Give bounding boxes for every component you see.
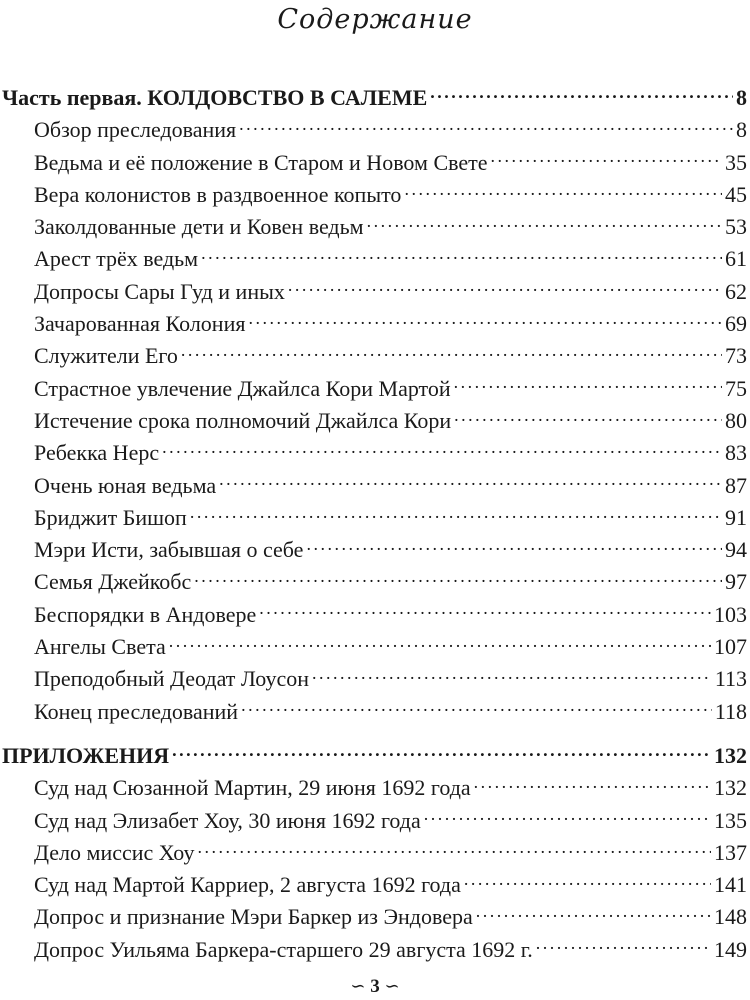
toc-entry-label: Мэри Исти, забывшая о себе (34, 537, 304, 563)
toc-leader-dots (194, 567, 722, 589)
toc-entry-page: 80 (725, 407, 747, 433)
toc-entry-page: 73 (725, 343, 747, 369)
toc-entry-page: 137 (714, 839, 747, 865)
toc-entry[interactable] (0, 179, 750, 211)
toc-leader-dots (172, 741, 711, 763)
toc-entry-label: Заколдованные дети и Ковен ведьм (34, 214, 364, 240)
toc-leader-dots (454, 406, 722, 428)
toc-entry-label: Страстное увлечение Джайлса Кори Мартой (34, 375, 451, 401)
toc-entry-label: Преподобный Деодат Лоусон (34, 666, 309, 692)
toc-entry[interactable] (0, 437, 750, 469)
toc-entry-page: 61 (725, 246, 747, 272)
toc-leader-dots (312, 664, 712, 686)
toc-entry[interactable] (0, 599, 750, 631)
toc-entry[interactable] (0, 373, 750, 405)
toc-entry-label: Дело миссис Хоу (34, 839, 195, 865)
toc-entry-label: Суд над Сюзанной Мартин, 29 июня 1692 года (34, 775, 471, 801)
toc-entry[interactable] (0, 147, 750, 179)
toc-leader-dots (201, 244, 722, 266)
toc-entry-page: 87 (725, 472, 747, 498)
toc-leader-dots (536, 935, 711, 957)
toc-leader-dots (464, 870, 711, 892)
toc-entry-label: Вера колонистов в раздвоенное копыто (34, 181, 402, 207)
toc-entry[interactable] (0, 502, 750, 534)
toc-entry-label: Зачарованная Колония (34, 311, 246, 337)
toc-section-label: Часть первая. КОЛДОВСТВО В САЛЕМЕ (2, 85, 428, 110)
toc-entry[interactable] (0, 534, 750, 566)
toc-entry[interactable] (0, 276, 750, 308)
toc-entry-page: 103 (714, 601, 747, 627)
toc-entry-label: Очень юная ведьма (34, 472, 217, 498)
toc-entry-page: 132 (714, 775, 747, 801)
toc-leader-dots (430, 83, 733, 105)
toc-entry-label: Допросы Сары Гуд и иных (34, 278, 285, 304)
toc-leader-dots (288, 277, 722, 299)
toc-entry-page: 118 (714, 698, 747, 724)
toc-leader-dots (476, 902, 711, 924)
toc-entry-label: Обзор преследования (34, 117, 237, 143)
toc-entry[interactable] (0, 405, 750, 437)
toc-entry-page: 107 (714, 634, 747, 660)
toc-leader-dots (219, 471, 722, 493)
toc-entry-page: 149 (714, 936, 747, 962)
toc-entry[interactable] (0, 663, 750, 695)
toc-section-page: 8 (736, 85, 747, 110)
toc-entry-page: 97 (725, 569, 747, 595)
toc-entry-page: 53 (725, 214, 747, 240)
toc-entry-label: Допрос Уильяма Баркера-старшего 29 августа 1692 г. (34, 936, 533, 962)
toc-section-label: ПРИЛОЖЕНИЯ (2, 742, 170, 768)
toc-entry[interactable] (0, 772, 750, 804)
toc-leader-dots (367, 212, 722, 234)
toc-entry[interactable] (0, 837, 750, 869)
toc-leader-dots (404, 180, 722, 202)
toc-entry[interactable] (0, 934, 750, 966)
toc-entry[interactable] (0, 696, 750, 728)
toc-entry-page: 75 (725, 375, 747, 401)
toc-entry-label: Суд над Элизабет Хоу, 30 июня 1692 года (34, 807, 421, 833)
toc-entry-page: 94 (725, 537, 747, 563)
toc-entry[interactable] (0, 869, 750, 901)
toc-entry[interactable] (0, 308, 750, 340)
toc-entry-label: Бриджит Бишоп (34, 504, 187, 530)
toc-entry-page: 135 (714, 807, 747, 833)
toc-entry[interactable] (0, 470, 750, 502)
toc-entry-label: Ведьма и её положение в Старом и Новом Свете (34, 149, 488, 175)
toc-entry-page: 35 (725, 149, 747, 175)
toc-entry-label: Служители Его (34, 343, 178, 369)
toc-section-heading[interactable] (0, 82, 750, 114)
toc-leader-dots (162, 438, 722, 460)
toc-leader-dots (169, 632, 711, 654)
toc-entry-page: 148 (714, 904, 747, 930)
toc-entry-page: 45 (725, 181, 747, 207)
toc-entry[interactable] (0, 631, 750, 663)
toc-entry[interactable] (0, 566, 750, 598)
page-footer (0, 976, 750, 998)
toc-entry-page: 8 (736, 117, 747, 143)
toc-entry-label: Семья Джейкобс (34, 569, 192, 595)
toc-section-heading[interactable] (0, 740, 750, 772)
toc-entry-page: 69 (725, 311, 747, 337)
toc-entry[interactable] (0, 211, 750, 243)
toc-entry[interactable] (0, 340, 750, 372)
toc-appendix-list (0, 772, 750, 966)
toc-leader-dots (474, 773, 711, 795)
toc-part1-list (0, 114, 750, 728)
toc-leader-dots (248, 309, 722, 331)
ornament-left-icon: ∽ (350, 976, 366, 996)
toc-leader-dots (424, 806, 711, 828)
toc-entry-label: Беспорядки в Андовере (34, 601, 257, 627)
toc-leader-dots (259, 600, 711, 622)
toc-entry-page: 141 (714, 872, 747, 898)
toc-leader-dots (306, 535, 722, 557)
toc-leader-dots (241, 697, 712, 719)
toc-section-page: 132 (714, 742, 747, 768)
toc-entry-label: Конец преследований (34, 698, 239, 724)
toc-leader-dots (454, 374, 722, 396)
toc-leader-dots (491, 148, 722, 170)
toc-entry-page: 113 (714, 666, 747, 692)
toc-entry-page: 83 (725, 440, 747, 466)
toc-entry[interactable] (0, 114, 750, 146)
toc-leader-dots (181, 341, 722, 363)
toc-leader-dots (197, 838, 711, 860)
toc-entry-label: Ангелы Света (34, 634, 166, 660)
page-title: Содержание (277, 4, 473, 35)
ornament-right-icon: ∽ (384, 976, 400, 996)
toc-entry-label: Истечение срока полномочий Джайлса Кори (34, 407, 452, 433)
page-number: 3 (370, 976, 380, 997)
toc-leader-dots (239, 115, 733, 137)
toc-entry-page: 91 (725, 504, 747, 530)
table-of-contents (0, 82, 750, 966)
toc-entry-label: Допрос и признание Мэри Баркер из Эндовера (34, 904, 473, 930)
toc-entry-label: Суд над Мартой Карриер, 2 августа 1692 года (34, 872, 461, 898)
toc-entry[interactable] (0, 805, 750, 837)
toc-entry[interactable] (0, 901, 750, 933)
toc-entry[interactable] (0, 243, 750, 275)
toc-entry-label: Арест трёх ведьм (34, 246, 199, 272)
toc-leader-dots (190, 503, 722, 525)
toc-entry-label: Ребекка Нерс (34, 440, 160, 466)
toc-entry-page: 62 (725, 278, 747, 304)
